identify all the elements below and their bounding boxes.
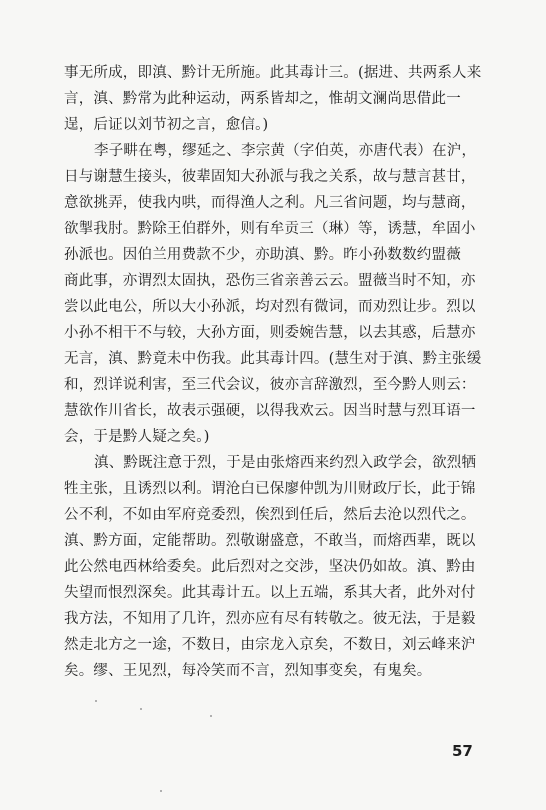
text-line: 孙派也。因伯兰用费款不少，亦助滇、黔。昨小孙数数约盟薇 bbox=[64, 247, 461, 263]
text-line: 商此事，亦谓烈太固执，恐伤三省亲善云云。盟薇当时不知，亦 bbox=[64, 273, 476, 289]
text-line: 我方法，不知用了几许，烈亦应有尽有转敬之。彼无法，于是毅 bbox=[64, 611, 476, 627]
text-line: 逞，后证以刘节初之言，愈信。) bbox=[64, 117, 269, 133]
paragraph-3 bbox=[64, 450, 492, 684]
text-line: 会，于是黔人疑之矣。) bbox=[64, 429, 210, 445]
text-line: 然走北方之一途，不数日，由宗龙入京矣，不数日，刘云峰来沪 bbox=[64, 637, 476, 653]
scan-speck bbox=[140, 708, 142, 710]
text-line: 日与谢慧生接头，彼辈固知大孙派与我之关系，故与慧言甚甘， bbox=[64, 169, 476, 185]
text-line: 欲掣我肘。黔除王伯群外，则有牟贡三（琳）等，诱慧，牟固小 bbox=[64, 221, 476, 237]
text-line: 滇、黔方面，定能帮助。烈敬谢盛意，不敢当，而熔西辈，既以 bbox=[64, 533, 476, 549]
text-line: 尝以此电公，所以大小孙派，均对烈有微词，而劝烈让步。烈以 bbox=[64, 299, 476, 315]
text-line: 和，烈详说利害，至三代会议，彼亦言辞激烈，至今黔人则云： bbox=[64, 377, 476, 393]
paragraph-1 bbox=[64, 60, 492, 138]
text-line: 事无所成，即滇、黔计无所施。此其毒计三。(据进、共两系人来 bbox=[64, 65, 482, 81]
paragraph-2 bbox=[64, 138, 492, 450]
text-line: 李子畊在粤，缪延之、李宗黄（字伯英，亦唐代表）在沪， bbox=[94, 143, 477, 159]
text-line: 此公然电西林给委矣。此后烈对之交涉，坚决仍如故。滇、黔由 bbox=[64, 559, 476, 575]
text-line: 慧欲作川省长，故表示强硬，以得我欢云。因当时慧与烈耳语一 bbox=[64, 403, 476, 419]
scan-speck bbox=[95, 700, 97, 702]
text-line: 矣。缪、王见烈，每冷笑而不言，烈知事变矣，有鬼矣。 bbox=[64, 663, 432, 679]
text-line: 意欲挑弄，使我内哄，而得渔人之利。凡三省问题，均与慧商， bbox=[64, 195, 476, 211]
text-line: 小孙不相干不与较，大孙方面，则委婉告慧，以去其惑，后慧亦 bbox=[64, 325, 476, 341]
page-number: 57 bbox=[452, 742, 473, 760]
text-line: 牲主张，且诱烈以利。谓沧白已保廖仲凯为川财政厅长，此于锦 bbox=[64, 481, 476, 497]
scan-speck bbox=[210, 715, 212, 717]
text-line: 滇、黔既注意于烈，于是由张熔西来约烈入政学会，欲烈牺 bbox=[94, 455, 477, 471]
text-line: 公不利，不如由军府竞委烈，俟烈到任后，然后去沧以烈代之。 bbox=[64, 507, 476, 523]
text-line: 无言，滇、黔竟未中伤我。此其毒计四。(慧生对于滇、黔主张缓 bbox=[64, 351, 482, 367]
scan-speck bbox=[160, 790, 162, 792]
text-line: 言，滇、黔常为此种运动，两系皆却之，惟胡文澜尚思借此一 bbox=[64, 91, 461, 107]
text-line: 失望而恨烈深矣。此其毒计五。以上五端，系其大者，此外对付 bbox=[64, 585, 476, 601]
